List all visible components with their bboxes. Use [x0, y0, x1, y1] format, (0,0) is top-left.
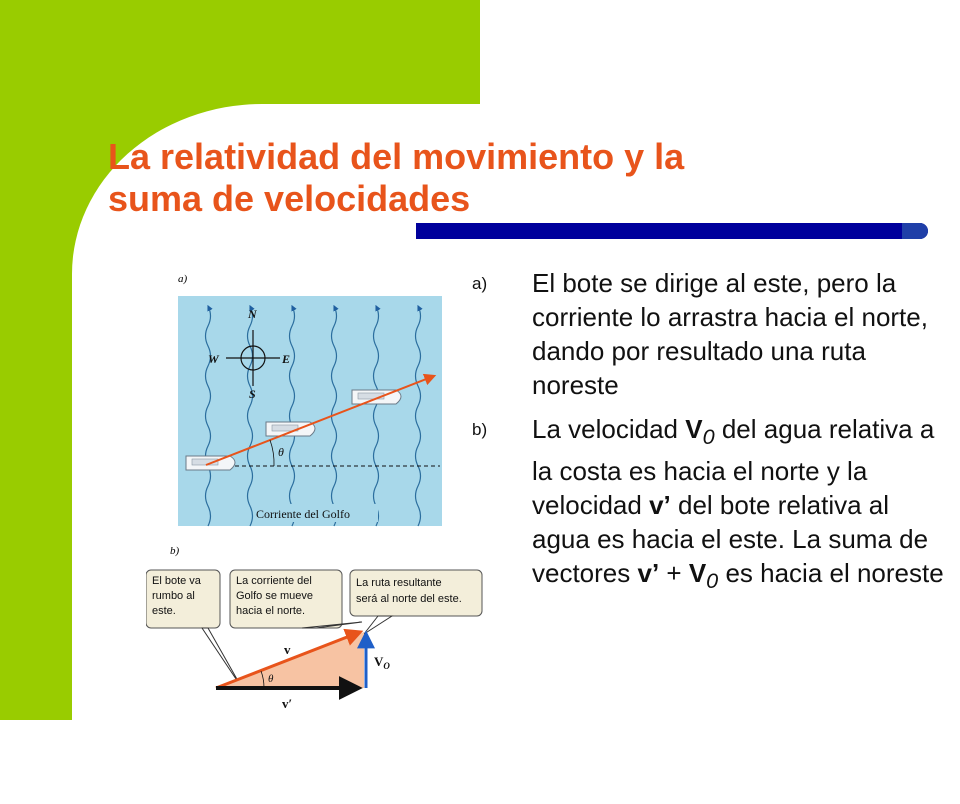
sum-vprime-symbol: v’ — [637, 558, 660, 589]
sum-v0-symbol: V — [688, 558, 707, 589]
explanation-list — [472, 266, 952, 608]
callout-boat-line-1: El bote va — [152, 575, 201, 587]
sum-plus: + — [659, 558, 689, 589]
list-text-b-part2: del agua relativa a la costa es hacia el norte y la velocidad — [532, 414, 935, 521]
callout-box-current — [230, 570, 342, 628]
v-label: v — [284, 642, 291, 657]
callout-current-line-3: hacia el norte. — [236, 605, 306, 617]
callout-box-boat — [146, 570, 220, 628]
boat-velocity-figure — [146, 262, 486, 714]
list-item-b — [472, 412, 952, 598]
title-underline-bar — [416, 223, 928, 239]
callout-current-line-2: Golfo se mueve — [236, 590, 314, 602]
figure-a-label: a) — [178, 273, 188, 285]
callout-current-line-1: La corriente del — [236, 575, 312, 587]
title-line-1: La relatividad del movimiento y la — [108, 136, 685, 177]
vprime-label: v′ — [282, 696, 293, 711]
figure-b-label: b) — [170, 545, 180, 557]
sum-v0-subscript: 0 — [706, 568, 719, 594]
boat-icon — [266, 422, 315, 436]
theta-b: θ — [268, 673, 274, 685]
compass-south: S — [249, 387, 256, 401]
callout-box-result — [350, 570, 482, 616]
v0-label — [374, 654, 390, 671]
list-text-b-part3: del bote relativa al agua es hacia el este. La suma de vectores — [532, 490, 929, 589]
svg-text:La corriente del Golfo s — [236, 575, 316, 617]
callout-result-line-1: La ruta resultante — [356, 577, 442, 589]
list-text-a: El bote se dirige al este, pero la corriente lo arrastra hacia el norte, dando por resultado una ruta noreste — [532, 268, 928, 400]
compass-east: E — [282, 352, 291, 366]
compass-north: N — [248, 307, 257, 321]
v0-subscript: 0 — [702, 424, 715, 450]
callout-result-line-2: será al norte del este. — [356, 593, 462, 605]
v0-symbol: V — [685, 414, 703, 444]
slide-title — [108, 136, 828, 220]
list-marker-b: b) — [472, 420, 488, 439]
list-text-b-part4: es hacia el noreste — [718, 558, 944, 589]
v0-label-sub: O — [383, 661, 390, 671]
water-area — [178, 296, 442, 526]
compass-west: W — [208, 352, 219, 366]
theta-a: θ — [278, 445, 284, 459]
callout-boat-line-2: rumbo al — [152, 590, 195, 602]
list-item-a — [472, 266, 952, 402]
callout-boat-line-3: este. — [152, 605, 176, 617]
list-marker-a: a) — [472, 274, 488, 293]
title-line-2: suma de velocidades — [108, 178, 471, 219]
current-label: Corriente del Golfo — [256, 507, 350, 521]
vprime-symbol: v’ — [649, 490, 671, 521]
v0-label-main: V — [374, 654, 384, 669]
list-text-b-part1: La velocidad — [532, 414, 686, 444]
title-underline-bar-end — [902, 223, 928, 239]
